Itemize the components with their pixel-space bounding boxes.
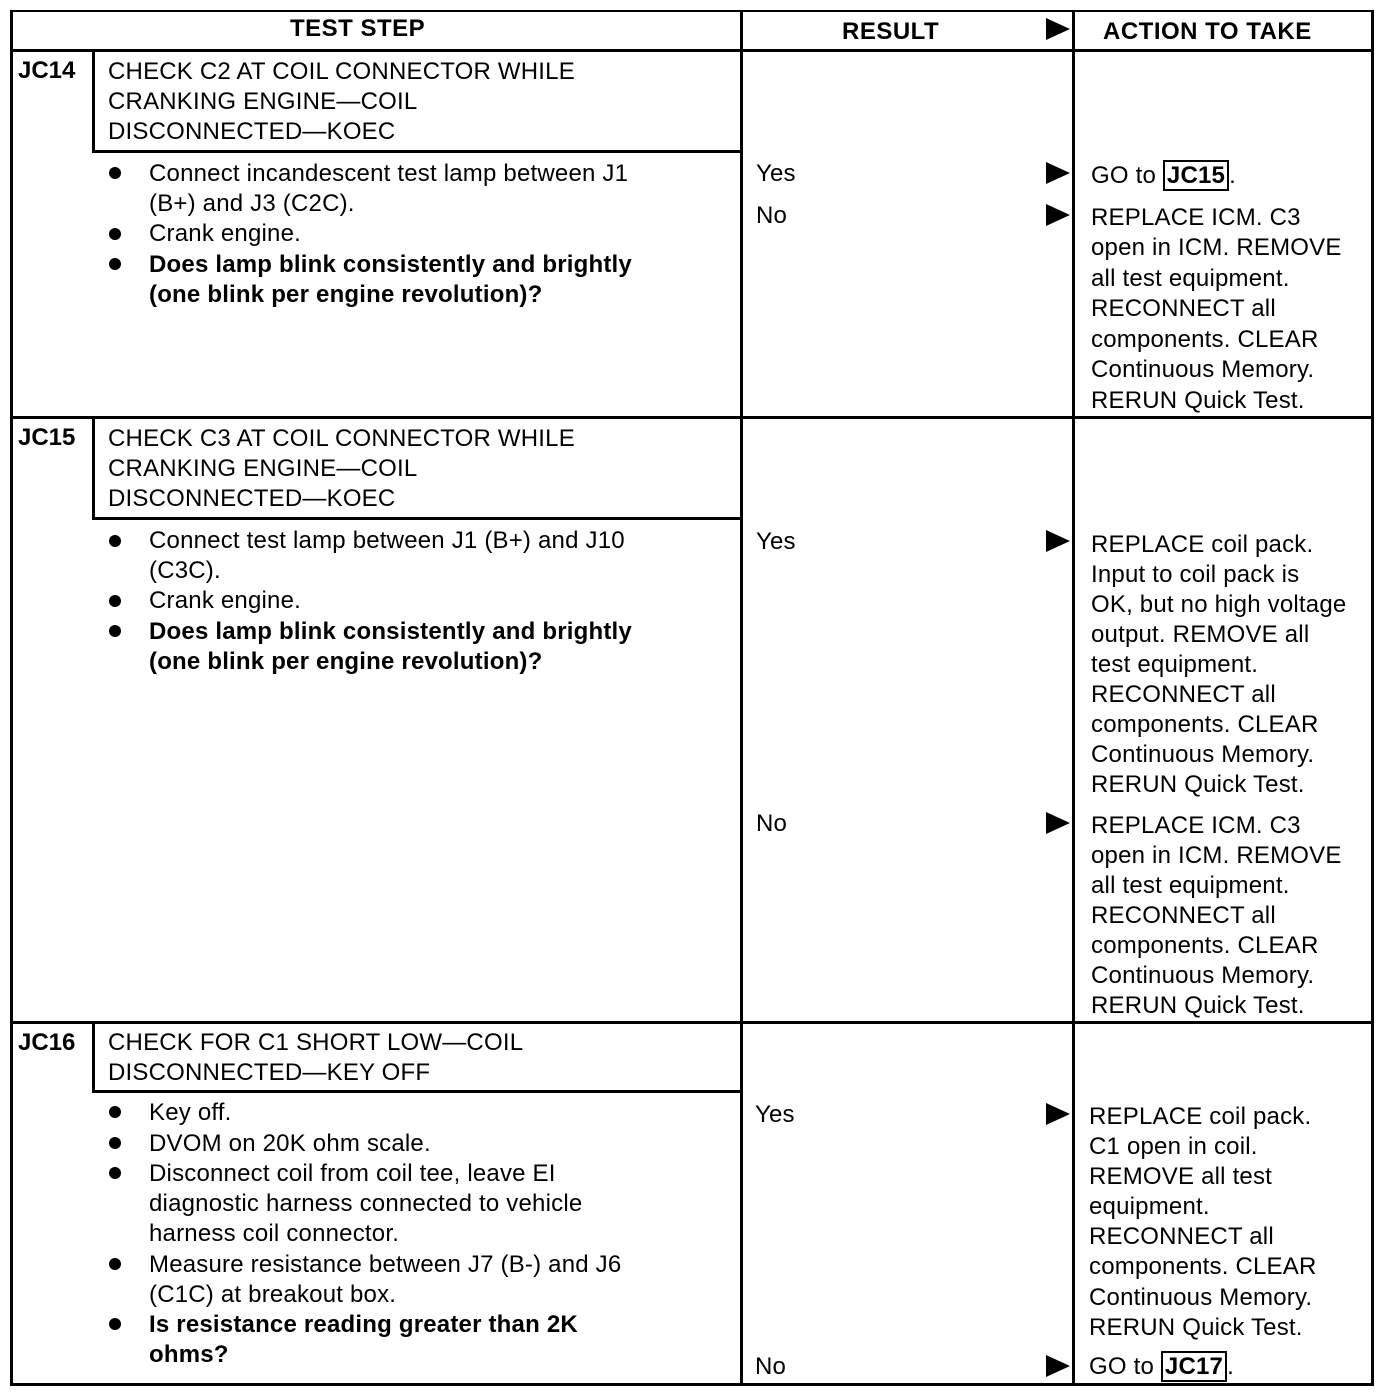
jc14-instruction-line: Connect incandescent test lamp between J1 bbox=[149, 160, 629, 187]
header-underline bbox=[10, 49, 1374, 52]
jc14-title-underline bbox=[92, 150, 742, 153]
jc16-title-underline bbox=[92, 1090, 742, 1093]
column-divider-result bbox=[740, 10, 743, 1386]
jc15-action-yes-line: output. REMOVE all bbox=[1091, 621, 1310, 648]
table-border-right bbox=[1371, 10, 1374, 1386]
bullet-icon bbox=[109, 625, 121, 637]
jc16-action-yes-line: RECONNECT all bbox=[1089, 1223, 1274, 1250]
jc17-reference: JC17 bbox=[1161, 1351, 1227, 1382]
jc15-action-yes-line: Continuous Memory. bbox=[1091, 741, 1315, 768]
jc16-question-line: Is resistance reading greater than 2K bbox=[149, 1311, 578, 1338]
result-arrow-icon bbox=[1046, 1103, 1070, 1125]
jc14-instruction-line: Crank engine. bbox=[149, 220, 302, 247]
jc15-action-no-line: RERUN Quick Test. bbox=[1091, 992, 1305, 1019]
jc16-action-yes-line: components. CLEAR bbox=[1089, 1253, 1317, 1280]
jc14-action-no-line: components. CLEAR bbox=[1091, 326, 1319, 353]
jc16-instruction-line: Disconnect coil from coil tee, leave EI bbox=[149, 1160, 556, 1187]
bullet-icon bbox=[109, 228, 121, 240]
jc16-title-line: CHECK FOR C1 SHORT LOW—COIL bbox=[108, 1029, 524, 1056]
jc16-instruction-line: Key off. bbox=[149, 1099, 232, 1126]
bullet-icon bbox=[109, 1258, 121, 1270]
bullet-icon bbox=[109, 595, 121, 607]
result-arrow-icon bbox=[1046, 530, 1070, 552]
jc15-action-yes-line: test equipment. bbox=[1091, 651, 1259, 678]
jc14-action-yes: GO to JC15 . bbox=[1091, 162, 1236, 189]
jc15-action-yes-line: components. CLEAR bbox=[1091, 711, 1319, 738]
header-arrow-icon bbox=[1046, 18, 1070, 40]
jc16-instruction-line: Measure resistance between J7 (B-) and J6 bbox=[149, 1251, 622, 1278]
jc14-question-line: (one blink per engine revolution)? bbox=[149, 281, 543, 308]
jc15-action-no-line: components. CLEAR bbox=[1091, 932, 1319, 959]
jc16-title-line: DISCONNECTED—KEY OFF bbox=[108, 1059, 431, 1086]
jc16-instruction-line: diagnostic harness connected to vehicle bbox=[149, 1190, 583, 1217]
jc16-instruction-line: DVOM on 20K ohm scale. bbox=[149, 1130, 431, 1157]
jc15-step-id: JC15 bbox=[18, 424, 76, 451]
bullet-icon bbox=[109, 1167, 121, 1179]
jc14-result-yes: Yes bbox=[756, 160, 796, 187]
jc14-action-no-line: all test equipment. bbox=[1091, 265, 1290, 292]
jc16-action-no: GO to JC17 . bbox=[1089, 1353, 1234, 1380]
jc16-question-line: ohms? bbox=[149, 1341, 229, 1368]
jc15-result-no: No bbox=[756, 810, 788, 837]
jc16-step-id: JC16 bbox=[18, 1029, 76, 1056]
jc16-action-yes-line: REPLACE coil pack. bbox=[1089, 1103, 1312, 1130]
jc15-action-yes-line: RECONNECT all bbox=[1091, 681, 1276, 708]
jc14-result-no: No bbox=[756, 202, 788, 229]
jc14-id-divider bbox=[92, 52, 95, 151]
jc16-action-yes-line: Continuous Memory. bbox=[1089, 1284, 1313, 1311]
jc15-question-line: (one blink per engine revolution)? bbox=[149, 648, 543, 675]
jc15-title-line: CHECK C3 AT COIL CONNECTOR WHILE bbox=[108, 425, 575, 452]
jc15-action-yes-line: RERUN Quick Test. bbox=[1091, 771, 1305, 798]
jc15-id-divider bbox=[92, 419, 95, 518]
jc14-step-id: JC14 bbox=[18, 57, 76, 84]
jc15-instruction-line: Connect test lamp between J1 (B+) and J10 bbox=[149, 527, 625, 554]
bullet-icon bbox=[109, 1137, 121, 1149]
jc14-action-no-line: RECONNECT all bbox=[1091, 295, 1276, 322]
jc14-instruction-line: (B+) and J3 (C2C). bbox=[149, 190, 355, 217]
header-action-to-take: ACTION TO TAKE bbox=[1103, 18, 1312, 45]
row-divider bbox=[10, 416, 1374, 419]
jc14-action-no-line: RERUN Quick Test. bbox=[1091, 387, 1305, 414]
jc15-action-no-line: open in ICM. REMOVE bbox=[1091, 842, 1342, 869]
bullet-icon bbox=[109, 1106, 121, 1118]
jc14-action-no-line: open in ICM. REMOVE bbox=[1091, 234, 1342, 261]
header-result: RESULT bbox=[842, 18, 940, 45]
result-arrow-icon bbox=[1046, 812, 1070, 834]
jc15-action-yes-line: REPLACE coil pack. bbox=[1091, 531, 1314, 558]
jc15-action-yes-line: OK, but no high voltage bbox=[1091, 591, 1347, 618]
row-divider bbox=[10, 1021, 1374, 1024]
jc14-question-line: Does lamp blink consistently and brightly bbox=[149, 251, 632, 278]
jc16-action-yes-line: C1 open in coil. bbox=[1089, 1133, 1258, 1160]
bullet-icon bbox=[109, 258, 121, 270]
jc15-action-no-line: Continuous Memory. bbox=[1091, 962, 1315, 989]
bullet-icon bbox=[109, 535, 121, 547]
result-arrow-icon bbox=[1046, 162, 1070, 184]
jc14-action-no-line: REPLACE ICM. C3 bbox=[1091, 204, 1301, 231]
jc15-reference: JC15 bbox=[1163, 160, 1229, 191]
jc16-action-yes-line: REMOVE all test bbox=[1089, 1163, 1273, 1190]
jc15-result-yes: Yes bbox=[756, 528, 796, 555]
result-arrow-icon bbox=[1046, 1355, 1070, 1377]
column-divider-action bbox=[1072, 10, 1075, 1386]
result-arrow-icon bbox=[1046, 204, 1070, 226]
jc15-title-line: CRANKING ENGINE—COIL bbox=[108, 455, 418, 482]
jc15-instruction-line: Crank engine. bbox=[149, 587, 302, 614]
jc14-title-line: DISCONNECTED—KOEC bbox=[108, 118, 396, 145]
bullet-icon bbox=[109, 167, 121, 179]
jc16-result-yes: Yes bbox=[755, 1101, 795, 1128]
table-border-left bbox=[10, 10, 13, 1386]
table-border-top bbox=[10, 10, 1374, 12]
jc15-action-no-line: all test equipment. bbox=[1091, 872, 1290, 899]
header-test-step: TEST STEP bbox=[290, 15, 426, 42]
jc16-instruction-line: (C1C) at breakout box. bbox=[149, 1281, 397, 1308]
jc14-title-line: CRANKING ENGINE—COIL bbox=[108, 88, 418, 115]
jc16-id-divider bbox=[92, 1024, 95, 1092]
table-border-bottom bbox=[10, 1383, 1374, 1386]
jc14-action-no-line: Continuous Memory. bbox=[1091, 356, 1315, 383]
jc15-question-line: Does lamp blink consistently and brightly bbox=[149, 618, 632, 645]
jc15-action-yes-line: Input to coil pack is bbox=[1091, 561, 1300, 588]
bullet-icon bbox=[109, 1318, 121, 1330]
jc15-title-line: DISCONNECTED—KOEC bbox=[108, 485, 396, 512]
jc16-result-no: No bbox=[755, 1353, 787, 1380]
jc16-action-yes-line: RERUN Quick Test. bbox=[1089, 1314, 1303, 1341]
jc16-instruction-line: harness coil connector. bbox=[149, 1220, 400, 1247]
jc15-action-no-line: RECONNECT all bbox=[1091, 902, 1276, 929]
jc15-action-no-line: REPLACE ICM. C3 bbox=[1091, 812, 1301, 839]
jc16-action-yes-line: equipment. bbox=[1089, 1193, 1210, 1220]
jc15-title-underline bbox=[92, 517, 742, 520]
jc15-instruction-line: (C3C). bbox=[149, 557, 221, 584]
jc14-title-line: CHECK C2 AT COIL CONNECTOR WHILE bbox=[108, 58, 575, 85]
